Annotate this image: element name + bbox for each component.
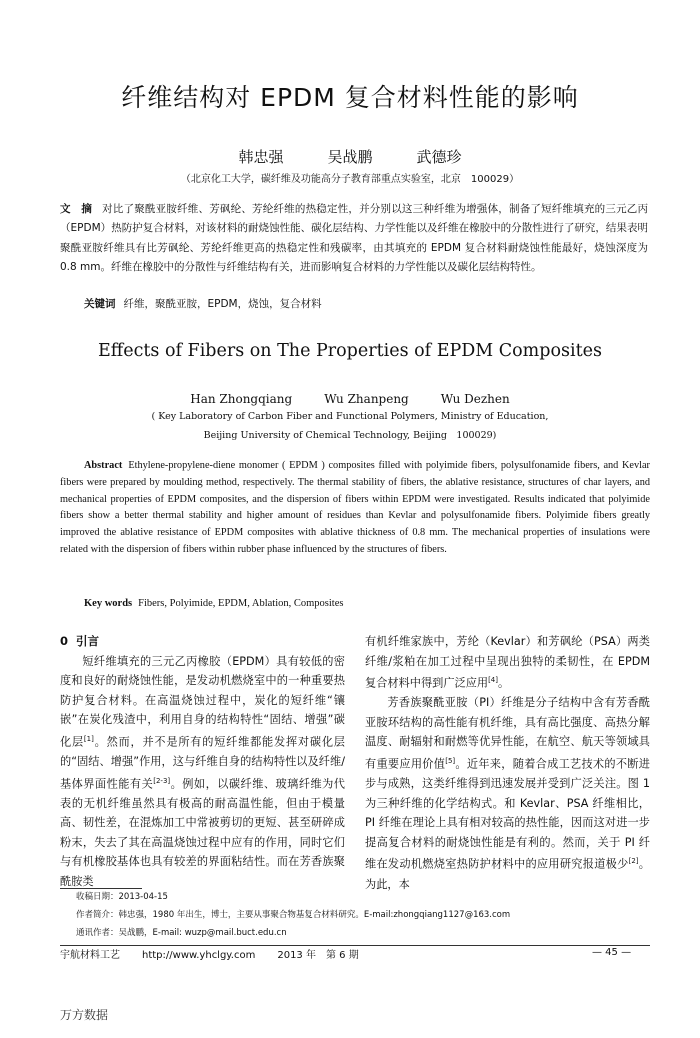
section-number: 0 — [60, 634, 69, 648]
keywords-en — [84, 598, 343, 609]
author-cn: 韩忠强 — [238, 148, 284, 166]
journal-footer — [60, 946, 381, 961]
abstract-cn-label: 文 摘 — [60, 203, 93, 215]
footnote-divider — [60, 888, 142, 889]
authors-en — [0, 392, 700, 406]
paper-title-en: Effects of Fibers on The Properties of EPDM Composites — [98, 341, 602, 361]
keywords-cn-text: 纤维，聚酰亚胺，EPDM，烧蚀，复合材料 — [123, 298, 322, 310]
journal-name: 宇航材料工艺 — [60, 950, 120, 961]
keywords-cn-label: 关键词 — [84, 298, 116, 310]
body-paragraph: 有机纤维家族中，芳纶（Kevlar）和芳砜纶（PSA）两类纤维/浆粕在加工过程中呈现出独特的柔韧性，在 EPDM 复合材料中得到广泛应用[4]。 — [365, 635, 650, 690]
section-title: 引言 — [76, 634, 100, 648]
author-en: Wu Zhanpeng — [324, 392, 409, 406]
paper-title-cn: 纤维结构对 EPDM 复合材料性能的影响 — [121, 83, 579, 112]
author-en: Han Zhongqiang — [190, 392, 293, 406]
journal-issue: 2013 年 第 6 期 — [277, 950, 359, 961]
author-cn: 武德珍 — [416, 148, 462, 166]
keywords-en-text: Fibers, Polyimide, EPDM, Ablation, Composites — [138, 598, 344, 609]
body-column-right — [365, 632, 650, 894]
body-column-left — [60, 632, 345, 892]
journal-url: http://www.yhclgy.com — [142, 950, 256, 961]
abstract-cn-text: 对比了聚酰亚胺纤维、芳砜纶、芳纶纤维的热稳定性，并分别以这三种纤维为增强体，制备了短纤维填充的三元乙丙（EPDM）热防护复合材料，对该材料的耐烧蚀性能、碳化层结构、力学性能以及纤维在橡胶中的分散性进行了研究，结果表明聚酰亚胺纤维具有比芳砜纶、芳纶纤维更高的热稳定性和残碳率，由其填充的 EPDM 复合材料耐烧蚀性能最好，烧蚀深度为 0.8 mm。纤维在橡胶中的分散性与纤维结构有关，进而影响复合材料的力学性能以及碳化层结构特性。 — [60, 203, 649, 273]
body-paragraph: 短纤维填充的三元乙丙橡胶（EPDM）具有较低的密度和良好的耐烧蚀性能，是发动机燃烧室中的一种重要热防护复合材料。在高温烧蚀过程中，炭化的短纤维“镶嵌”在炭化残渣中，利用自身的结构特性“固结、增强”碳化层[1]。然而，并不是所有的短纤维都能发挥对碳化层的“固结、增强”作用，这与纤维自身的结构特性以及纤维/基体界面性能有关[2-3]。例如，以碳纤维、玻璃纤维为代表的无机纤维虽然具有极高的耐高温性能，但由于模量高、韧性差，在混炼加工中常被剪切的更短、甚至研碎成粉末，失去了其在高温烧蚀过程中应有的作用，同时它们与有机橡胶基体也具有较差的界面粘结性。而在芳香族聚酰胺类 — [60, 654, 345, 889]
affiliation-en-line2: Beijing University of Chemical Technology, Beijing 100029) — [203, 430, 497, 441]
abstract-en — [60, 458, 650, 559]
keywords-en-label: Key words — [84, 598, 133, 609]
citation: [2-3] — [153, 776, 171, 785]
abstract-en-text: Ethylene-propylene-diene monomer ( EPDM ) composites filled with polyimide fibers, polysulfonamide fibers, and Kevlar fibers were prepared by moulding method, respectively. The thermal stability of fibers, the ablative resistance, structures of char layers, and mechanical properties of EPDM composites, and the dispersion of fibers within EPDM were investigated. Results indicated that polyimide fibers show a better thermal stability and higher amount of residues than Kevlar and polysulfonamide fibers. Polyimide fibers greatly improved the ablative resistance of EPDM composites with ablative thickness of 0.8 mm. The mechanical properties of insulations were related with the dispersion of fibers within rubber phase influenced by the structures of fibers. — [60, 460, 650, 555]
page-number: — 45 — — [592, 947, 632, 958]
abstract-cn — [60, 200, 648, 277]
watermark: 万方数据 — [60, 1008, 109, 1022]
footnote-author-bio: 作者简介：韩忠强，1980 年出生，博士，主要从事聚合物基复合材料研究。E-mail:zhongqiang1127@163.com — [76, 910, 511, 920]
footnote-corresponding: 通讯作者：吴战鹏，E-mail: wuzp@mail.buct.edu.cn — [76, 928, 287, 938]
section-heading — [60, 632, 345, 652]
footnote-received: 收稿日期：2013-04-15 — [76, 892, 168, 902]
affiliation-en-line1: ( Key Laboratory of Carbon Fiber and Functional Polymers, Ministry of Education, — [151, 411, 549, 422]
citation: [2] — [628, 857, 639, 866]
body-paragraph: 芳香族聚酰亚胺（PI）纤维是分子结构中含有芳香酰亚胺环结构的高性能有机纤维，具有高比强度、高热分解温度、耐辐射和耐燃等优异性能，在航空、航天等领域具有重要应用价值[5]。近年来，随着合成工艺技术的不断进步与成熟，这类纤维得到迅速发展并受到广泛关注。图 1 为三种纤维的化学结构式。和 Kevlar、PSA 纤维相比，PI 纤维在理论上具有相对较高的热性能，因而这对进一步提高复合材料的耐烧蚀性能是有利的。然而，关于 PI 纤维在发动机燃烧室热防护材料中的应用研究报道极少[2]。为此，本 — [365, 696, 650, 891]
keywords-cn — [84, 296, 322, 311]
author-cn: 吴战鹏 — [327, 148, 373, 166]
abstract-en-label: Abstract — [84, 460, 123, 471]
author-en: Wu Dezhen — [440, 392, 510, 406]
authors-cn — [0, 146, 700, 167]
citation: [4] — [488, 676, 498, 685]
affiliation-cn: （北京化工大学，碳纤维及功能高分子教育部重点实验室，北京 100029） — [180, 174, 520, 185]
citation: [5] — [445, 757, 456, 766]
citation: [1] — [83, 734, 94, 743]
